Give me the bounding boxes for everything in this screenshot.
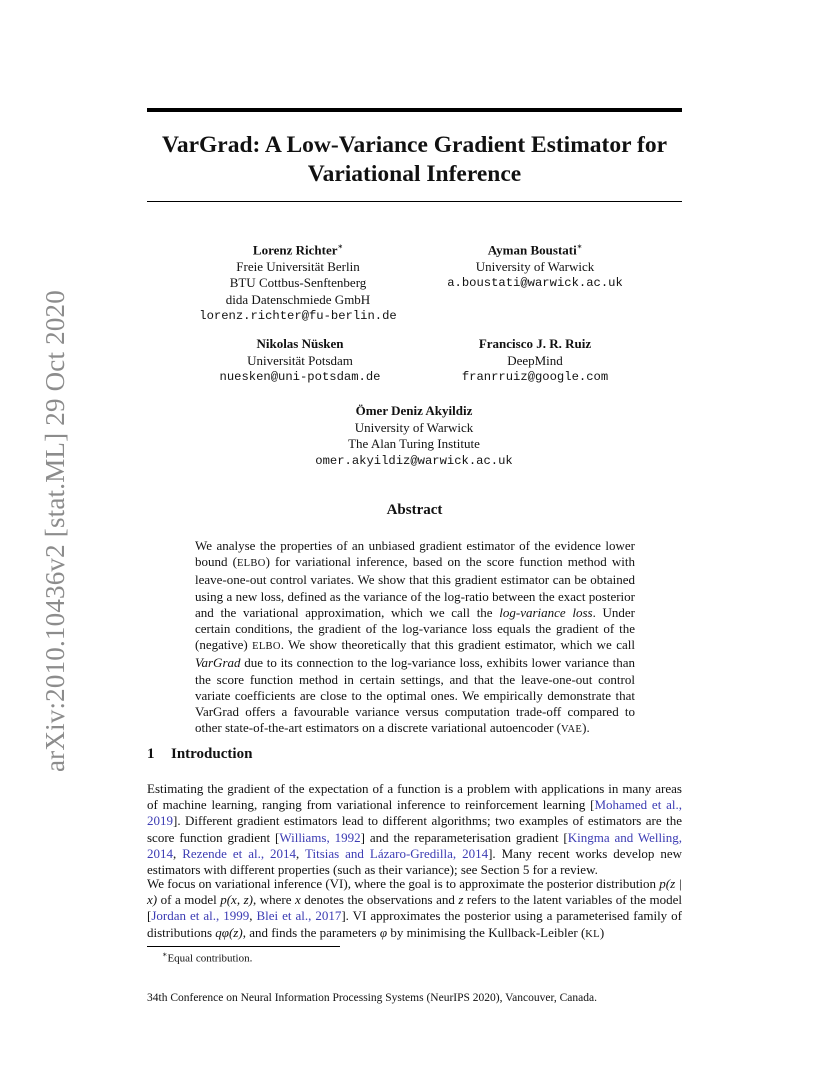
footnote-mark: ∗ — [162, 950, 168, 959]
emphasized-term: log-variance loss — [499, 604, 593, 620]
citation-link[interactable]: Blei et al., 2017 — [256, 908, 342, 924]
author-email[interactable]: a.boustati@warwick.ac.uk — [447, 276, 623, 291]
math-expression: p(x, z) — [220, 892, 253, 908]
abstract-text: We analyse the properties of an unbiased gradient estimator of the evidence lower bound (ELBO) for variational inference, based on the score function method with leave-one-out control variates. We show that this gradient estimator can be obtained using a new loss, defined as the variance of the log-ratio between the exact posterior and the variational approximation, which we call the log-variance loss. Under certain conditions, the gradient of the log-variance loss equals the gradient of the (negative) ELBO. We show theoretically that this gradient estimator, which we call VarGrad due to its connection to the log-variance loss, exhibits lower variance than the score function method in certain settings, and that the leave-one-out control variate coefficients are close to the optimal ones. We empirically demonstrate that VarGrad offers a favourable variance versus computation trade-off compared to other state-of-the-art estimators on a discrete variational autoencoder (VAE). — [195, 538, 635, 736]
emphasized-term: VarGrad — [195, 655, 241, 671]
intro-paragraph-2: We focus on variational inference (VI), where the goal is to approximate the posterior distribution p(z | x) of a model p(x, z), where x denotes the observations and z refers to the latent variables of the model [Jordan et al., 1999, Blei et al., 2017]. VI approximates the posterior using a parameterised family of distributions qφ(z), and finds the parameters φ by minimising the Kullback-Leibler (KL) — [147, 876, 683, 940]
author-affiliation: DeepMind — [507, 352, 563, 368]
acronym: ELBO — [236, 558, 266, 570]
footnote-rule — [147, 946, 340, 947]
author-email[interactable]: nuesken@uni-potsdam.de — [219, 370, 381, 384]
footnote-text: Equal contribution. — [167, 952, 253, 965]
author-email[interactable]: franrruiz@google.com — [461, 370, 609, 384]
math-expression: φ — [379, 924, 388, 940]
title-line-1: VarGrad: A Low-Variance Gradient Estimator for — [162, 132, 667, 158]
acronym: VAE — [561, 724, 583, 736]
author-block — [415, 336, 655, 386]
citation-link[interactable]: Jordan et al., 1999 — [151, 908, 250, 924]
acronym: KL — [585, 928, 600, 940]
citation-link[interactable]: Rezende et al., 2014 — [182, 845, 297, 861]
author-name: Francisco J. R. Ruiz — [478, 336, 592, 351]
footnote — [162, 950, 252, 965]
author-block — [294, 403, 534, 469]
title-bottom-rule — [147, 201, 682, 202]
author-block — [180, 336, 420, 386]
citation-link[interactable]: Titsias and Lázaro-Gredilla, 2014 — [305, 845, 489, 861]
author-name: Ömer Deniz Akyildiz — [355, 403, 473, 418]
math-expression: z — [458, 892, 464, 908]
author-affiliation: dida Datenschmiede GmbH — [225, 291, 371, 307]
equal-contribution-mark: ∗ — [337, 242, 344, 251]
section-number: 1 — [147, 746, 155, 762]
author-affiliation: The Alan Turing Institute — [348, 436, 480, 451]
math-expression: p(z | x) — [147, 876, 683, 908]
author-name: Ayman Boustati — [487, 242, 577, 258]
citation-link[interactable]: Kingma and Welling, 2014 — [147, 829, 682, 861]
author-block — [415, 239, 655, 292]
title-top-rule — [147, 108, 682, 112]
citation-link[interactable]: Williams, 1992 — [279, 829, 361, 845]
abstract-heading: Abstract — [386, 502, 443, 518]
author-name: Lorenz Richter — [252, 242, 338, 258]
author-name: Nikolas Nüsken — [256, 336, 344, 351]
math-expression: qφ(z) — [215, 924, 243, 940]
section-title: Introduction — [171, 746, 253, 762]
arxiv-identifier: arXiv:2010.10436v2 [stat.ML] 29 Oct 2020 — [40, 290, 70, 772]
author-affiliation: University of Warwick — [354, 419, 474, 435]
acronym: ELBO — [252, 641, 281, 653]
section-heading — [147, 746, 252, 763]
author-affiliation: BTU Cottbus-Senftenberg — [229, 275, 367, 291]
author-email[interactable]: lorenz.richter@fu-berlin.de — [199, 309, 397, 324]
title-line-2: Variational Inference — [307, 161, 522, 187]
citation-link[interactable]: Mohamed et al., 2019 — [147, 797, 682, 829]
math-expression: x — [294, 892, 301, 908]
author-affiliation: University of Warwick — [475, 258, 595, 274]
author-block — [178, 239, 418, 325]
paper-title — [147, 131, 682, 189]
author-email[interactable]: omer.akyildiz@warwick.ac.uk — [315, 453, 513, 468]
equal-contribution-mark: ∗ — [576, 242, 583, 251]
author-affiliation: Universität Potsdam — [247, 352, 353, 368]
author-affiliation: Freie Universität Berlin — [236, 258, 360, 274]
intro-paragraph-1: Estimating the gradient of the expectation of a function is a problem with applications in many areas of machine learning, ranging from variational inference to reinforcement learning [Mohamed et al., 2019]. Different gradient estimators lead to different algorithms; two examples of estimators are the score function gradient [Williams, 1992] and the reparameterisation gradient [Kingma and Welling, 2014, Rezende et al., 2014, Titsias and Lázaro-Gredilla, 2014]. Many recent works develop new estimators with different properties (such as their variance); see Section 5 for a review. — [147, 781, 683, 878]
conference-note: 34th Conference on Neural Information Processing Systems (NeurIPS 2020), Vancouver, Canada. — [147, 992, 597, 1004]
